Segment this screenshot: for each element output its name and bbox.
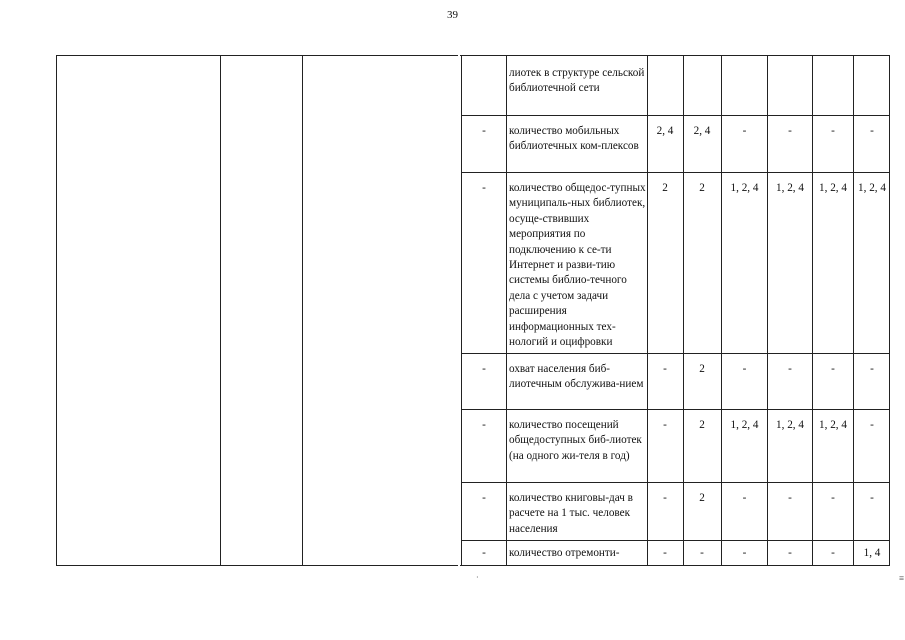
indicator-description: лиотек в структуре сельской библиотечной сети <box>509 67 645 95</box>
value-cell: - <box>831 125 835 137</box>
row-divider <box>461 482 890 483</box>
value-cell: - <box>742 125 747 137</box>
row-marker: - <box>482 547 486 559</box>
indicator-description: количество отремонти- <box>509 547 620 559</box>
row-divider <box>461 115 890 116</box>
value-cell: - <box>788 547 792 559</box>
value-cell: - <box>788 125 792 137</box>
scan-speck: · <box>476 573 479 582</box>
value-cell: 2, 4 <box>693 125 711 137</box>
page-number: 39 <box>447 9 458 21</box>
value-cell: - <box>663 419 667 431</box>
value-cell: 1, 2, 4 <box>819 182 847 194</box>
indicator-description: количество мобильных библиотечных ком-плексов <box>509 125 639 153</box>
value-cell: 1, 2, 4 <box>730 182 759 194</box>
value-cell: - <box>742 363 747 375</box>
value-cell: - <box>663 547 667 559</box>
value-cell: 1, 2, 4 <box>858 182 886 194</box>
value-cell: 2 <box>699 363 705 375</box>
value-cell: - <box>870 363 874 375</box>
indicator-description: количество книговы-дач в расчете на 1 тыс. человек населения <box>509 492 633 535</box>
value-cell: - <box>742 492 747 504</box>
value-cell: - <box>700 547 704 559</box>
row-marker: - <box>482 363 486 375</box>
column-divider <box>302 55 303 566</box>
row-divider <box>461 353 890 354</box>
indicator-description: охват населения биб-лиотечным обслужива-нием <box>509 363 644 391</box>
value-cell: - <box>788 492 792 504</box>
indicator-description: количество общедос-тупных муниципаль-ных библиотек, осуще-ствивших мероприятия по подключению к се-ти Интернет и разви-тию системы библио-течного дела с учетом задачи расширения информационных тех-нологий и оцифровки <box>509 182 646 349</box>
value-cell: 1, 2, 4 <box>819 419 847 431</box>
row-marker: - <box>482 182 486 194</box>
value-cell: - <box>788 363 792 375</box>
value-cell: 2 <box>662 182 668 194</box>
scan-speck: ≡ <box>899 573 905 583</box>
row-marker: - <box>482 492 486 504</box>
value-cell: - <box>870 419 874 431</box>
column-divider <box>506 55 507 566</box>
row-divider <box>461 540 890 541</box>
value-cell: 2 <box>699 182 705 194</box>
row-divider <box>461 409 890 410</box>
value-cell: 1, 4 <box>863 547 881 559</box>
value-cell: - <box>663 492 667 504</box>
value-cell: - <box>870 125 874 137</box>
value-cell: 2 <box>699 419 705 431</box>
value-cell: - <box>831 363 835 375</box>
value-cell: 2, 4 <box>656 125 674 137</box>
value-cell: 2 <box>699 492 705 504</box>
row-marker: - <box>482 125 486 137</box>
row-marker: - <box>482 419 486 431</box>
table-gap <box>458 55 460 566</box>
column-divider <box>220 55 221 566</box>
value-cell: - <box>831 492 835 504</box>
row-divider <box>461 172 890 173</box>
value-cell: - <box>870 492 874 504</box>
indicator-description: количество посещений общедоступных биб-лиотек (на одного жи-теля в год) <box>509 419 642 462</box>
value-cell: 1, 2, 4 <box>730 419 759 431</box>
value-cell: - <box>742 547 747 559</box>
value-cell: 1, 2, 4 <box>776 419 804 431</box>
value-cell: 1, 2, 4 <box>776 182 804 194</box>
value-cell: - <box>663 363 667 375</box>
value-cell: - <box>831 547 835 559</box>
